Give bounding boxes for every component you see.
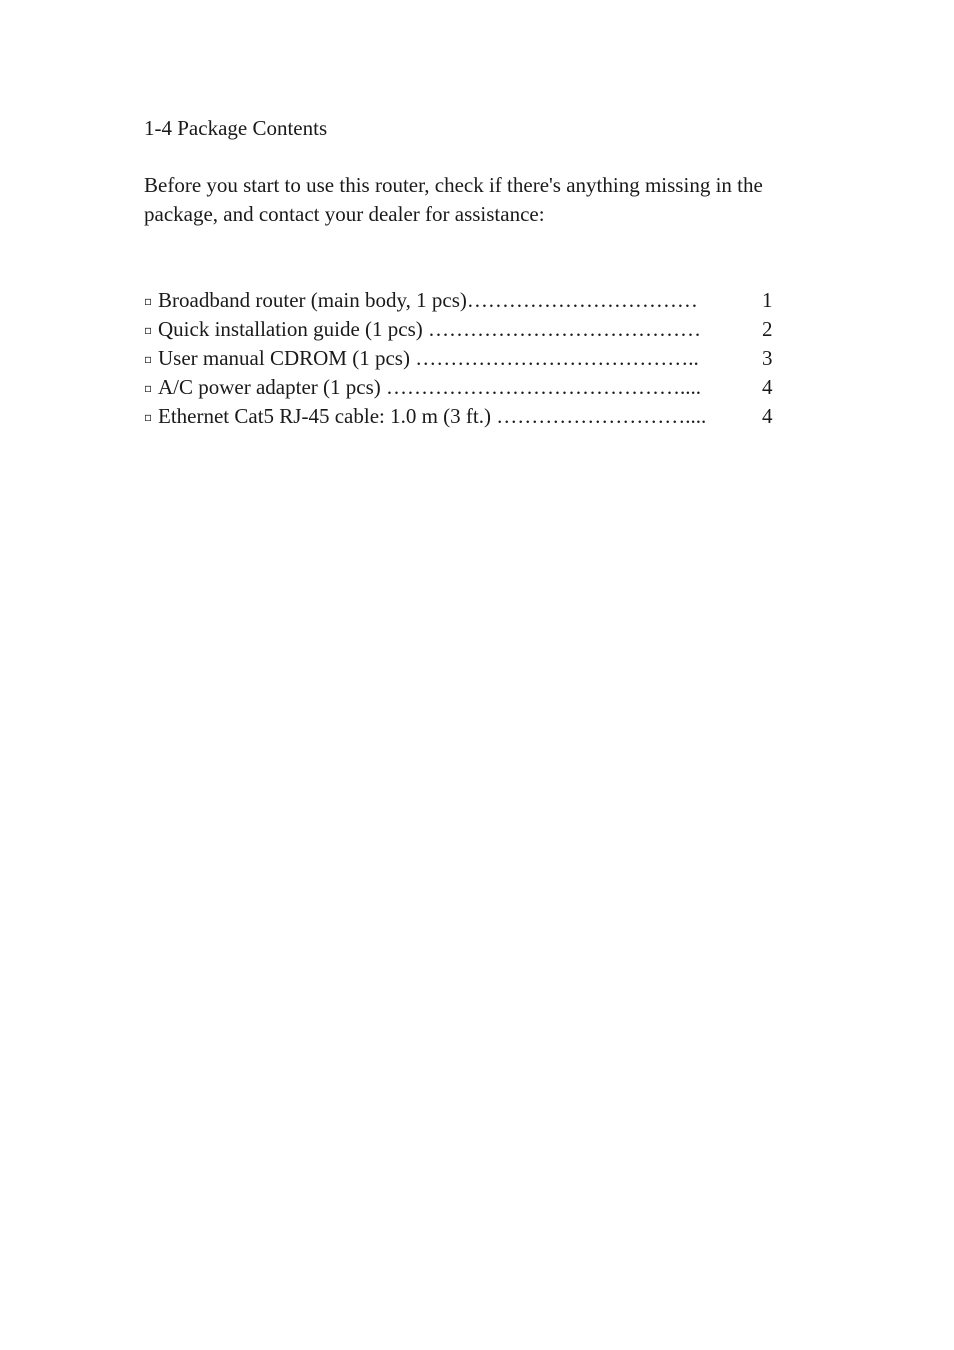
list-item-text: Quick installation guide (1 pcs) ………………………………… [158, 317, 702, 341]
list-item-text: Broadband router (main body, 1 pcs)…………………………… [158, 288, 698, 312]
section-title: 1-4 Package Contents [144, 116, 328, 140]
list-item-number: 2 [762, 317, 773, 341]
list-item-number: 3 [762, 346, 773, 370]
checkbox-square-icon: ▫ [144, 410, 153, 424]
intro-paragraph: Before you start to use this router, check if there's anything missing in the package, and contact your dealer for assistance: [144, 173, 763, 226]
checkbox-square-icon: ▫ [144, 294, 153, 308]
list-item [144, 315, 824, 344]
checkbox-square-icon: ▫ [144, 381, 153, 395]
list-item-number: 1 [762, 288, 773, 312]
list-item-text: A/C power adapter (1 pcs) …………………………………….... [158, 375, 702, 399]
list-item-number: 4 [762, 404, 773, 428]
document-page [144, 113, 824, 431]
list-item [144, 402, 824, 431]
checkbox-square-icon: ▫ [144, 352, 153, 366]
checkbox-square-icon: ▫ [144, 323, 153, 337]
list-item-text: User manual CDROM (1 pcs) ………………………………….. [158, 346, 699, 370]
list-item-number: 4 [762, 375, 773, 399]
list-item [144, 344, 824, 373]
list-item [144, 286, 824, 315]
list-item-text: Ethernet Cat5 RJ-45 cable: 1.0 m (3 ft.) ……………………….... [158, 404, 707, 428]
package-contents-list [144, 286, 824, 431]
list-item [144, 373, 824, 402]
